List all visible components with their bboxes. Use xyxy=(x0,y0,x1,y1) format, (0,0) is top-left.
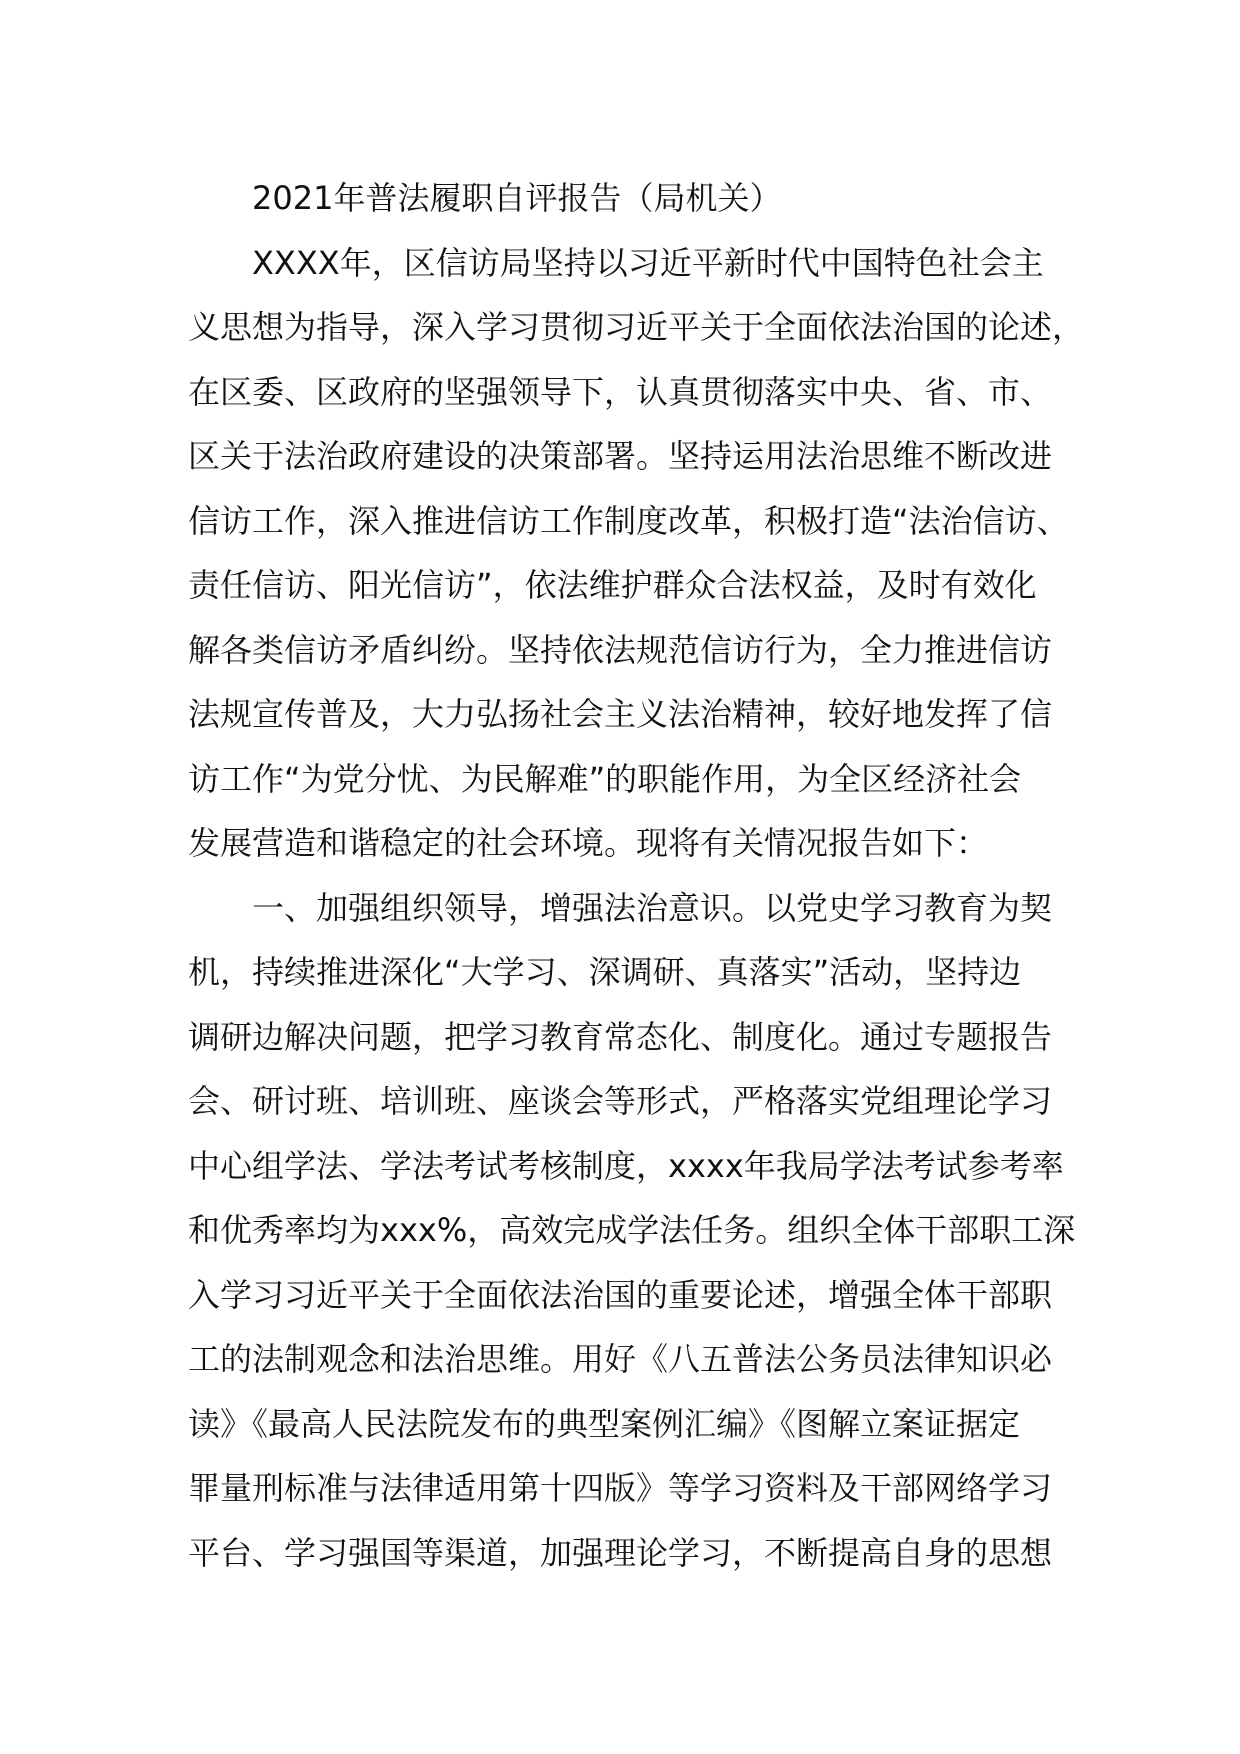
paragraph-line: XXXX年，区信访局坚持以习近平新时代中国特色社会主 xyxy=(252,243,1044,282)
paragraph-line: 在区委、区政府的坚强领导下，认真贯彻落实中央、省、市、 xyxy=(188,372,1053,411)
paragraph-line: 工的法制观念和法治思维。用好《八五普法公务员法律知识必 xyxy=(188,1340,1053,1378)
paragraph-line: 区关于法治政府建设的决策部署。坚持运用法治思维不断改进 xyxy=(188,437,1053,475)
section-heading-line: 一、加强组织领导，增强法治意识。以党史学习教育为契 xyxy=(252,888,1053,927)
document-title: 2021年普法履职自评报告（局机关） xyxy=(252,179,782,217)
paragraph-line: 信访工作，深入推进信访工作制度改革，积极打造“法治信访、 xyxy=(188,501,1069,540)
paragraph-line: 调研边解决问题，把学习教育常态化、制度化。通过专题报告 xyxy=(188,1017,1053,1056)
paragraph-line: 法规宣传普及，大力弘扬社会主义法治精神，较好地发挥了信 xyxy=(188,695,1053,733)
paragraph-line: 义思想为指导，深入学习贯彻习近平关于全面依法治国的论述， xyxy=(188,308,1085,346)
paragraph-line: 中心组学法、学法考试考核制度，xxxx年我局学法考试参考率 xyxy=(188,1146,1064,1185)
paragraph-line: 入学习习近平关于全面依法治国的重要论述，增强全体干部职 xyxy=(188,1275,1053,1314)
paragraph-line: 罪量刑标准与法律适用第十四版》等学习资料及干部网络学习 xyxy=(188,1469,1053,1507)
document-body xyxy=(188,166,1088,1585)
paragraph-line: 发展营造和谐稳定的社会环境。现将有关情况报告如下： xyxy=(188,824,989,862)
paragraph-line: 会、研讨班、培训班、座谈会等形式，严格落实党组理论学习 xyxy=(188,1082,1053,1120)
paragraph-line: 和优秀率均为xxx%，高效完成学法任务。组织全体干部职工深 xyxy=(188,1211,1076,1249)
paragraph-line: 机，持续推进深化“大学习、深调研、真落实”活动，坚持边 xyxy=(188,953,1022,991)
paragraph-line: 读》《最高人民法院发布的典型案例汇编》《图解立案证据定 xyxy=(188,1404,1021,1443)
paragraph-line: 解各类信访矛盾纠纷。坚持依法规范信访行为，全力推进信访 xyxy=(188,630,1053,669)
paragraph-line: 责任信访、阳光信访”，依法维护群众合法权益，及时有效化 xyxy=(188,566,1037,604)
paragraph-line: 平台、学习强国等渠道，加强理论学习，不断提高自身的思想 xyxy=(188,1533,1053,1572)
paragraph-line: 访工作“为党分忧、为民解难”的职能作用，为全区经济社会 xyxy=(188,759,1022,798)
